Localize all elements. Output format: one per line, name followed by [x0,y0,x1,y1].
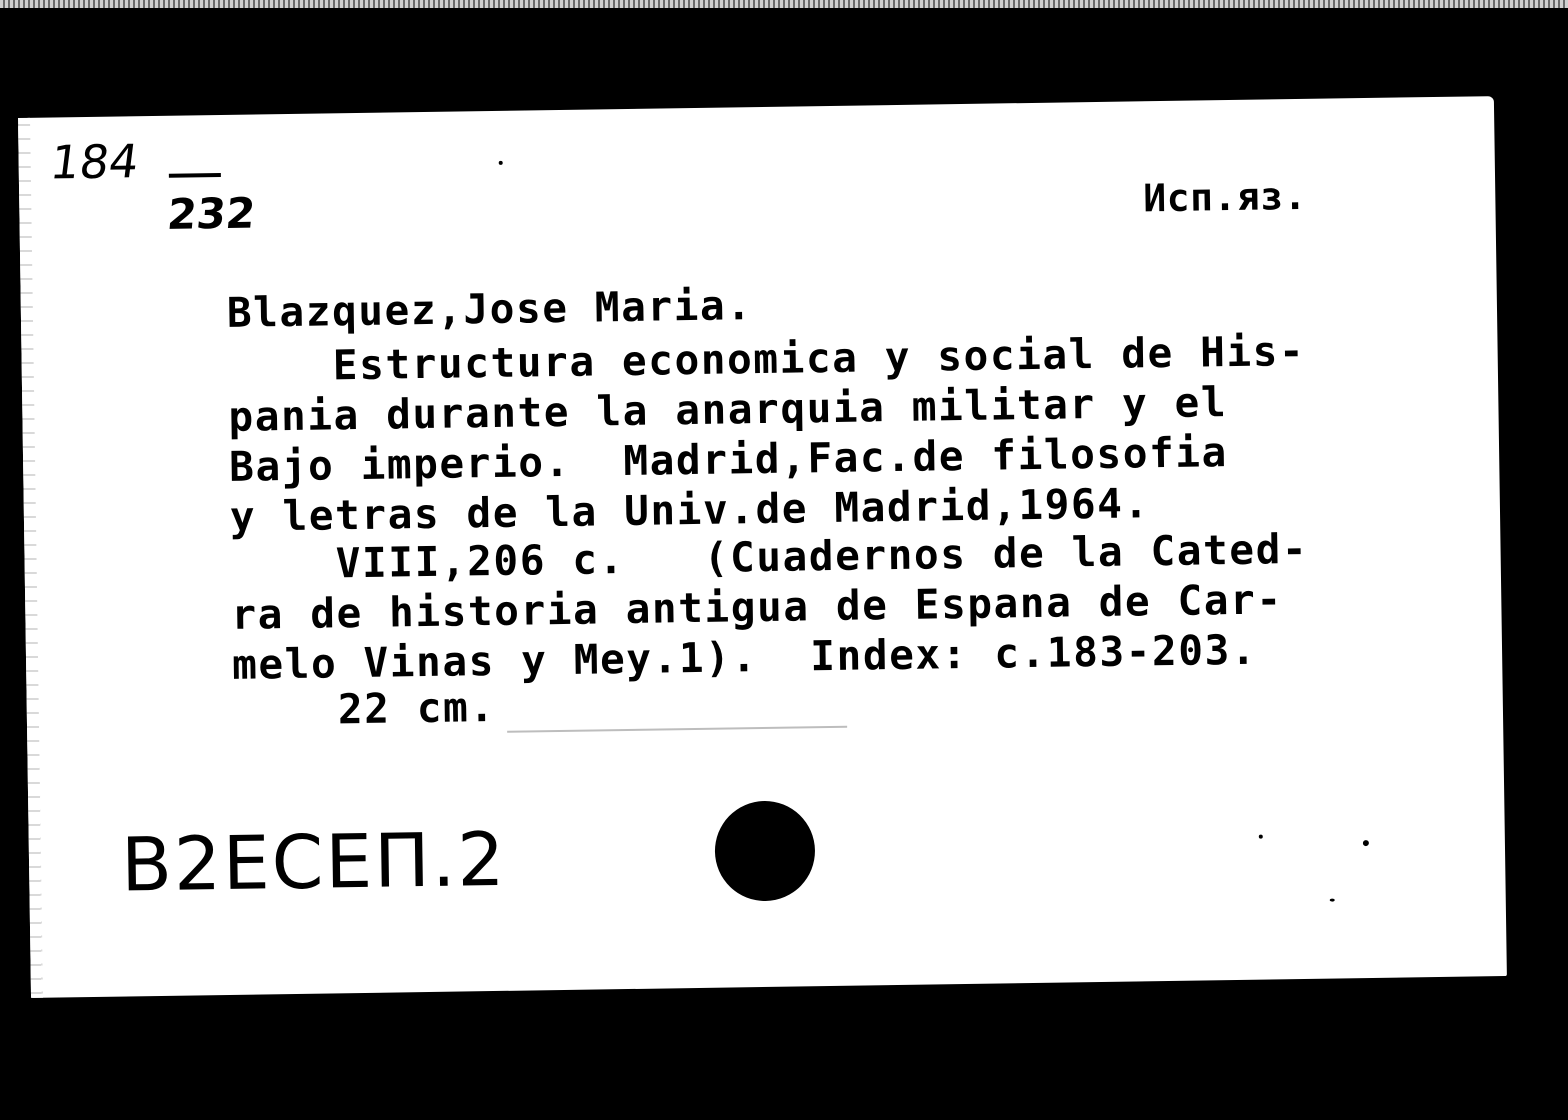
scanner-edge-strip [0,0,1568,8]
shelfmark-numerator: 184 [47,134,142,190]
imprint-line-1: Bajo imperio. Madrid,Fac.de filosofia [228,428,1229,491]
shelfmark-denominator: 232 [165,188,258,239]
location-code: B2ECEП.2 [120,816,507,909]
title-line-1: Estructura economica y social de His- [227,326,1306,391]
author-line: Blazquez,Jose Maria. [226,281,753,337]
speck-mark [499,161,503,165]
faint-rule [507,726,847,733]
punch-hole [714,800,815,901]
collation-line-1: VIII,206 c. (Cuadernos de la Cated- [230,524,1309,589]
title-line-2: pania durante la anarquia militar y el [228,378,1228,441]
shelfmark-fraction-bar [169,173,221,178]
imprint-line-2: y letras de la Univ.de Madrid,1964. [229,479,1151,541]
series-line-1: ra de historia antigua de Espana de Car- [231,575,1284,639]
series-line-2: melo Vinas y Mey.1). Index: c.183-203. [231,625,1258,689]
size-line: 22 cm. [232,682,496,735]
catalog-card [18,96,1507,998]
language-tag: Исп.яз. [1142,173,1308,221]
speck-mark [1259,835,1263,839]
speck-mark [1330,899,1335,902]
card-left-edge [18,118,43,998]
speck-mark [1363,840,1369,846]
